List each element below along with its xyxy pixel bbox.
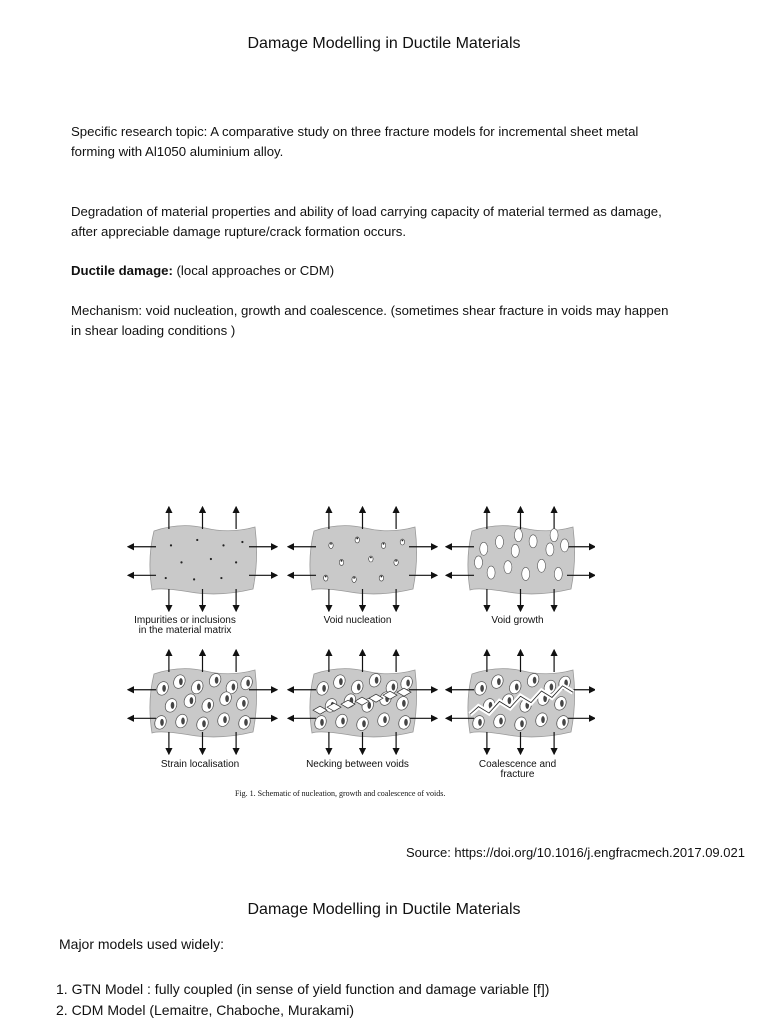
caption-void-nucleation [295, 616, 420, 626]
inclusion-dot [325, 576, 327, 578]
inclusion-dot [383, 543, 385, 545]
void-shadow [242, 700, 246, 707]
void-shadow [181, 718, 185, 725]
ductile-damage-label: Ductile damage: [71, 263, 173, 278]
inclusion-dot [241, 541, 243, 543]
page-title: Damage Modelling in Ductile Materials [247, 35, 521, 52]
void-shadow [244, 719, 248, 726]
void-shadow [404, 719, 408, 726]
research-topic-line-2: forming with Al1050 aluminium alloy. [71, 144, 284, 159]
grown-void [480, 542, 488, 555]
grown-void [554, 567, 562, 580]
void-shadow [162, 685, 166, 692]
inclusion-dot [193, 578, 195, 580]
caption-void-growth-line-1: Void growth [491, 615, 544, 626]
void-shadow [322, 685, 326, 692]
void-shadow [383, 716, 387, 723]
caption-strain-localisation [130, 760, 270, 770]
inclusion-dot [356, 538, 358, 540]
void-shadow [197, 684, 201, 691]
void-shadow [179, 678, 183, 685]
void-shadow [533, 677, 537, 684]
void-shadow [160, 719, 164, 726]
void-shadow [362, 720, 366, 727]
void-shadow [225, 695, 229, 702]
caption-impurities-line-1: Impurities or inclusions [134, 615, 236, 626]
caption-impurities-line-2: in the material matrix [138, 625, 232, 636]
void-shadow [520, 720, 524, 727]
void-shadow [392, 684, 396, 691]
inclusion-dot [341, 560, 343, 562]
inclusion-dot [370, 557, 372, 559]
inclusion-dot [196, 539, 198, 541]
caption-necking-line-1: Necking between voids [306, 759, 409, 770]
void-shadow [357, 684, 361, 691]
caption-impurities [130, 616, 240, 636]
caption-coalescence-line-2: fracture [500, 769, 535, 780]
inclusion-dot [395, 560, 397, 562]
grown-void [546, 543, 554, 556]
inclusion-dot [330, 543, 332, 545]
list-item: 2. CDM Model (Lemaitre, Chaboche, Murakami) [56, 1002, 354, 1018]
void-shadow [339, 678, 343, 685]
void-shadow [341, 718, 345, 725]
ductile-damage-text: (local approaches or CDM) [172, 263, 335, 278]
inclusion-dot [220, 577, 222, 579]
grown-void [522, 567, 530, 580]
grown-void [529, 535, 537, 548]
void-shadow [560, 700, 564, 707]
figure-caption: Fig. 1. Schematic of nucleation, growth and coalescence of voids. [235, 789, 446, 798]
mechanism-paragraph [71, 301, 711, 341]
grown-void [511, 544, 519, 557]
void-shadow [499, 718, 503, 725]
research-topic-line-1: Specific research topic: A comparative study on three fracture models for incremental sheet metal [71, 124, 639, 139]
inclusion-dot [210, 558, 212, 560]
void-shadow [406, 679, 410, 686]
void-mechanism-figure [125, 500, 595, 805]
grown-void [487, 566, 495, 579]
void-shadow [190, 697, 194, 704]
inclusion-dot [402, 540, 404, 542]
caption-void-growth [460, 616, 575, 626]
inclusion-dot [222, 544, 224, 546]
matrix-nucleation [310, 526, 417, 594]
list-item: 1. GTN Model : fully coupled (in sense of yield function and damage variable [f]) [56, 981, 550, 997]
caption-necking [290, 760, 425, 770]
inclusion-dot [180, 561, 182, 563]
void-shadow [515, 684, 519, 691]
void-shadow [223, 716, 227, 723]
ductile-damage-line [71, 261, 711, 281]
void-shadow [550, 684, 554, 691]
grown-void [561, 539, 569, 552]
void-shadow [215, 677, 219, 684]
page-2-title: Damage Modelling in Ductile Materials [247, 901, 521, 918]
void-shadow [367, 702, 371, 709]
grown-void [475, 556, 483, 569]
void-shadow [202, 720, 206, 727]
void-shadow [320, 719, 324, 726]
void-shadow [478, 719, 482, 726]
void-shadow [171, 702, 175, 709]
void-shadow [541, 716, 545, 723]
void-shadow [375, 677, 379, 684]
major-models-intro: Major models used widely: [59, 936, 224, 952]
grown-void [504, 561, 512, 574]
source-citation: Source: https://doi.org/10.1016/j.engfracmech.2017.09.021 [406, 845, 745, 860]
inclusion-dot [170, 544, 172, 546]
grown-void [514, 529, 522, 542]
void-shadow [232, 684, 236, 691]
caption-coalescence [460, 760, 575, 780]
inclusion-dot [353, 577, 355, 579]
void-shadow [207, 702, 211, 709]
void-shadow [246, 679, 250, 686]
void-shadow [497, 678, 501, 685]
void-shadow [480, 685, 484, 692]
models-list [56, 979, 549, 1021]
research-topic-paragraph [71, 122, 711, 162]
mechanism-line-1: Mechanism: void nucleation, growth and coalescence. (sometimes shear fracture in voids may happen [71, 303, 669, 318]
void-shadow [402, 700, 406, 707]
caption-strain-localisation-line-1: Strain localisation [160, 759, 240, 770]
degradation-line-1: Degradation of material properties and ability of load carrying capacity of material termed as damage, [71, 204, 662, 219]
mechanism-line-2: in shear loading conditions ) [71, 323, 236, 338]
grown-void [538, 559, 546, 572]
inclusion-dot [381, 576, 383, 578]
inclusion-dot [165, 577, 167, 579]
caption-coalescence-line-1: Coalescence and [478, 759, 557, 770]
grown-void [550, 529, 558, 542]
matrix-impurities [150, 526, 257, 594]
void-shadow [562, 719, 566, 726]
void-shadow [508, 697, 512, 704]
degradation-line-2: after appreciable damage rupture/crack formation occurs. [71, 224, 406, 239]
degradation-paragraph [71, 202, 711, 242]
caption-void-nucleation-line-1: Void nucleation [323, 615, 392, 626]
inclusion-dot [235, 561, 237, 563]
grown-void [496, 536, 504, 549]
